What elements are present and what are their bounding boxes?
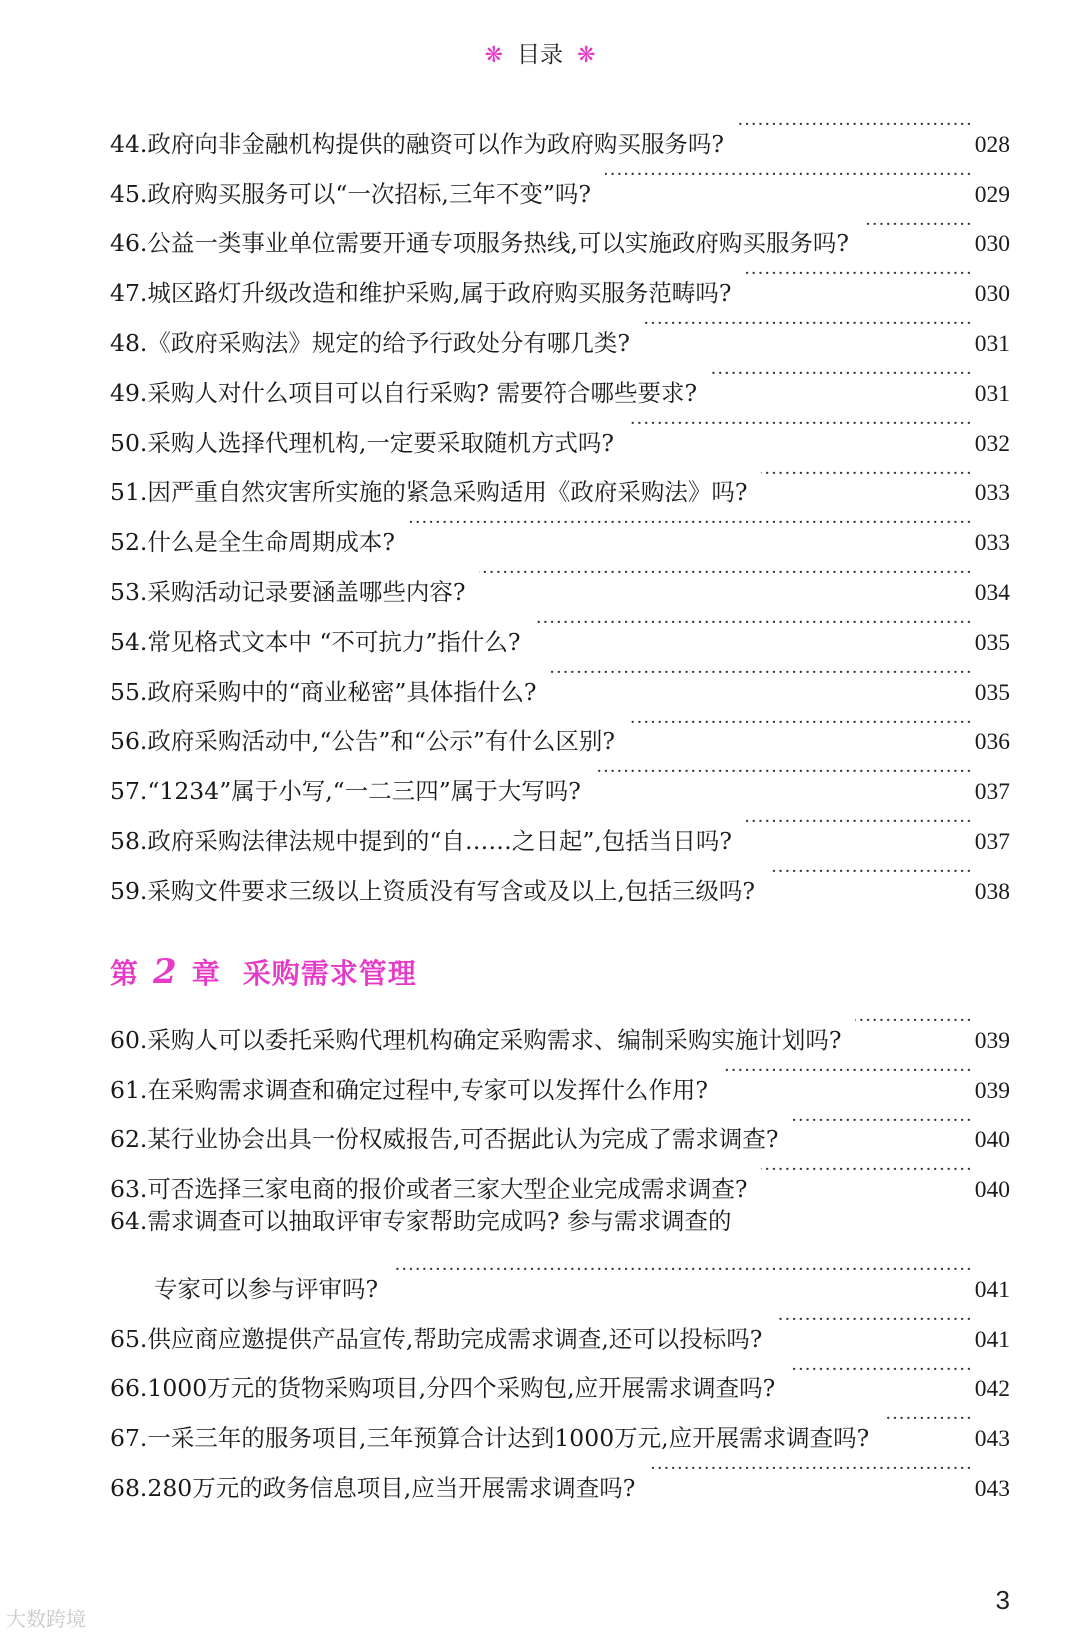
chapter-heading[interactable] — [110, 952, 417, 992]
toc-entry-page: 035 — [974, 679, 1010, 706]
flower-ornament-icon: ❋ — [484, 43, 503, 68]
toc-entry-title: 51.因严重自然灾害所实施的紧急采购适用《政府采购法》吗? — [110, 478, 748, 507]
toc-entry-page: 037 — [974, 828, 1010, 855]
toc-entry-title: 67.一采三年的服务项目,三年预算合计达到1000万元,应开展需求调查吗? — [110, 1424, 870, 1453]
dot-leader — [769, 849, 973, 899]
toc-entry-title: 49.采购人对什么项目可以自行采购? 需要符合哪些要求? — [110, 378, 698, 407]
toc-entry-title: 50.采购人选择代理机构,一定要采取随机方式吗? — [110, 428, 614, 457]
toc-entry[interactable] — [110, 102, 1010, 158]
toc-entry-page: 031 — [974, 380, 1010, 407]
dot-leader — [629, 700, 973, 750]
toc-entry-title: 44.政府向非金融机构提供的融资可以作为政府购买服务吗? — [110, 129, 724, 158]
toc-entry-title: 59.采购文件要求三级以上资质没有写含或及以上,包括三级吗? — [110, 876, 755, 905]
toc-entry-page: 038 — [974, 878, 1010, 905]
toc-entry-title: 53.采购活动记录要涵盖哪些内容? — [110, 577, 466, 606]
dot-leader — [534, 600, 972, 650]
toc-entry-title: 45.政府购买服务可以“一次招标,三年不变”吗? — [110, 179, 591, 208]
dot-leader — [776, 1297, 972, 1347]
toc-entry-title: 65.供应商应邀提供产品宣传,帮助完成需求调查,还可以投标吗? — [110, 1324, 763, 1353]
toc-section-2 — [110, 998, 1010, 1502]
toc-entry-title: 54.常见格式文本中 “不可抗力”指什么? — [110, 627, 521, 656]
dot-leader — [789, 1347, 973, 1397]
toc-entry-page: 033 — [974, 530, 1010, 557]
toc-entry-title: 66.1000万元的货物采购项目,分四个采购包,应开展需求调查吗? — [110, 1374, 776, 1403]
toc-entry-title: 46.公益一类事业单位需要开通专项服务热线,可以实施政府购买服务吗? — [110, 229, 849, 258]
toc-entry-page: 034 — [974, 579, 1010, 606]
toc-entry-title: 56.政府采购活动中,“公告”和“公示”有什么区别? — [110, 727, 615, 756]
toc-entry-page: 030 — [974, 281, 1010, 308]
toc-entry-page: 037 — [974, 779, 1010, 806]
toc-entry-page: 043 — [974, 1475, 1010, 1502]
dot-leader — [644, 301, 973, 351]
flower-ornament-icon: ❋ — [577, 43, 596, 68]
toc-entry-page: 033 — [974, 480, 1010, 507]
page-header-title: 目录 — [517, 42, 563, 68]
toc-entry-title: 61.在采购需求调查和确定过程中,专家可以发挥什么作用? — [110, 1075, 708, 1104]
toc-entry-title: 58.政府采购法律法规中提到的“自……之日起”,包括当日吗? — [110, 826, 732, 855]
dot-leader — [745, 251, 972, 301]
dot-leader — [761, 451, 972, 501]
chapter-title: 采购需求管理 — [242, 957, 417, 990]
dot-leader — [863, 202, 973, 252]
page-number: 3 — [995, 1585, 1010, 1615]
dot-leader — [595, 749, 973, 799]
toc-entry-page: 041 — [974, 1276, 1010, 1303]
dot-leader — [792, 1098, 972, 1148]
dot-leader — [479, 550, 972, 600]
toc-entry-page: 040 — [974, 1127, 1010, 1154]
chapter-suffix: 章 — [191, 957, 221, 990]
toc-entry-title: 68.280万元的政务信息项目,应当开展需求调查吗? — [110, 1473, 636, 1502]
toc-entry-title: 57.“1234”属于小写,“一二三四”属于大写吗? — [110, 777, 581, 806]
toc-entry-page: 043 — [974, 1426, 1010, 1453]
chapter-number: 2 — [153, 952, 178, 992]
toc-entry-page: 040 — [974, 1177, 1010, 1204]
toc-entry-title: 48.《政府采购法》规定的给予行政处分有哪几类? — [110, 328, 630, 357]
dot-leader — [855, 998, 972, 1048]
dot-leader — [761, 1147, 972, 1197]
dot-leader — [722, 1048, 973, 1098]
dot-leader — [392, 1247, 973, 1297]
dot-leader — [746, 799, 973, 849]
dot-leader — [711, 351, 973, 401]
toc-entry-title: 63.可否选择三家电商的报价或者三家大型企业完成需求调查? — [110, 1175, 748, 1204]
toc-entry-title: 55.政府采购中的“商业秘密”具体指什么? — [110, 677, 537, 706]
toc-entry-title: 专家可以参与评审吗? — [154, 1274, 379, 1303]
dot-leader — [605, 152, 973, 202]
toc-entry-page: 031 — [974, 330, 1010, 357]
toc-entry-line1[interactable]: 64.需求调查可以抽取评审专家帮助完成吗? 参与需求调查的 — [110, 1207, 732, 1236]
toc-entry-title: 60.采购人可以委托采购代理机构确定采购需求、编制采购实施计划吗? — [110, 1025, 842, 1054]
toc-entry-title: 47.城区路灯升级改造和维护采购,属于政府购买服务范畴吗? — [110, 279, 732, 308]
dot-leader — [649, 1446, 972, 1496]
page-header — [0, 36, 1080, 69]
toc-entry-page: 029 — [974, 181, 1010, 208]
dot-leader — [551, 650, 973, 700]
dot-leader — [628, 401, 973, 451]
toc-entry-page: 028 — [974, 131, 1010, 158]
toc-entry-page: 030 — [974, 231, 1010, 258]
dot-leader — [409, 500, 973, 550]
toc-entry[interactable] — [110, 1247, 1010, 1303]
toc-entry-title: 52.什么是全生命周期成本? — [110, 528, 395, 557]
dot-leader — [883, 1396, 973, 1446]
toc-entry-page: 035 — [974, 629, 1010, 656]
toc-entry-page: 039 — [974, 1027, 1010, 1054]
chapter-prefix: 第 — [110, 957, 140, 990]
toc-entry-page: 042 — [974, 1376, 1010, 1403]
toc-entry-page: 032 — [974, 430, 1010, 457]
toc-entry[interactable] — [110, 998, 1010, 1054]
toc-entry-page: 041 — [974, 1326, 1010, 1353]
watermark: 大数跨境 — [6, 1607, 86, 1631]
dot-leader — [738, 102, 973, 152]
toc-entry-page: 036 — [974, 729, 1010, 756]
toc-section-1 — [110, 102, 1010, 905]
toc-entry-page: 039 — [974, 1077, 1010, 1104]
toc-entry-title: 62.某行业协会出具一份权威报告,可否据此认为完成了需求调查? — [110, 1125, 779, 1154]
